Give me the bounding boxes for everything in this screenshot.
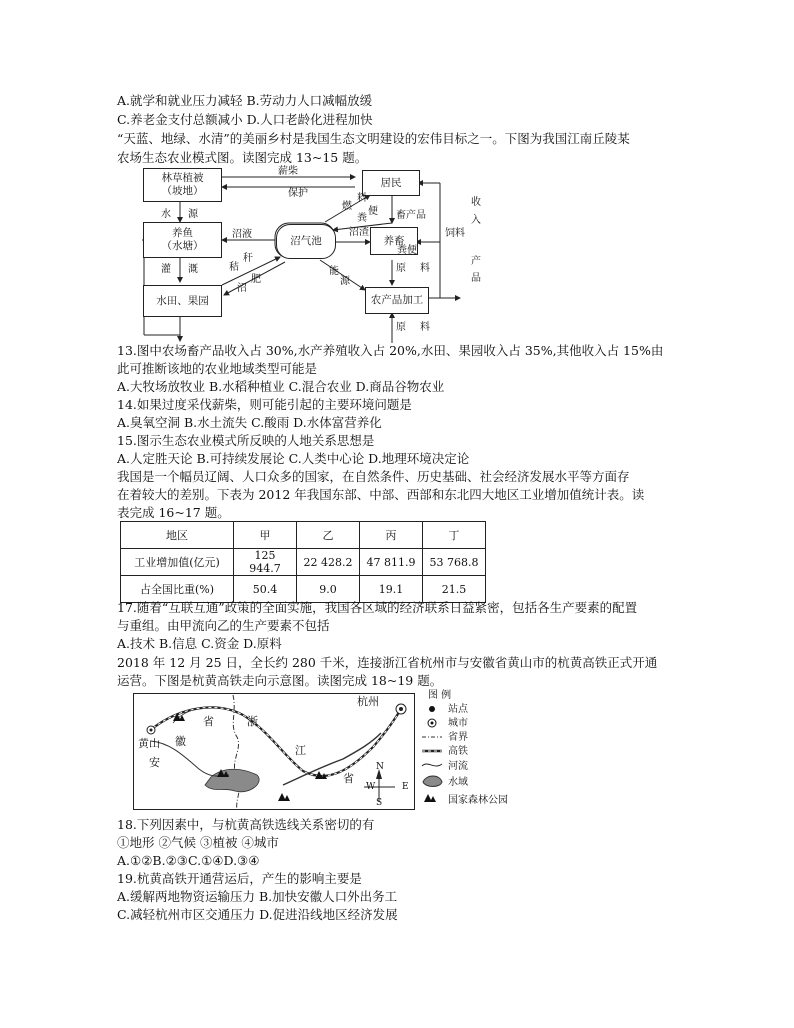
map-label-zhe: 浙 bbox=[247, 715, 258, 728]
industry-value-table bbox=[120, 521, 486, 603]
table-cell: 19.1 bbox=[360, 576, 423, 603]
legend-station: 站点 bbox=[448, 704, 468, 715]
label-livestock-products: 畜产品 bbox=[396, 210, 426, 221]
compass-s: S bbox=[376, 798, 383, 808]
box-resident: 居民 bbox=[362, 170, 420, 196]
label-irrigation-b: 溉 bbox=[188, 264, 198, 275]
option-line-12ab: A.就学和就业压力减轻 B.劳动力人口减幅放缓 bbox=[117, 93, 373, 108]
question-15: 15.图示生态农业模式所反映的人地关系思想是 bbox=[117, 433, 375, 448]
legend-forest-park: 国家森林公园 bbox=[448, 795, 508, 806]
label-raw2-b: 料 bbox=[420, 322, 430, 333]
label-energy-a: 能 bbox=[329, 266, 339, 277]
label-firewood: 薪柴 bbox=[278, 166, 298, 177]
label-manure-b: 便 bbox=[368, 206, 378, 217]
table-header-cell: 乙 bbox=[297, 522, 360, 549]
label-raw2-a: 原 bbox=[396, 322, 406, 333]
legend-water: 水域 bbox=[448, 777, 468, 788]
label-energy-b: 源 bbox=[340, 276, 350, 287]
box-biogas: 沼气池 bbox=[276, 224, 336, 259]
question-18-items: ①地形 ②气候 ③植被 ④城市 bbox=[117, 835, 279, 850]
question-13-cont: 此可推断该地的农业地域类型可能是 bbox=[117, 361, 318, 376]
label-water-b: 源 bbox=[188, 209, 198, 220]
table-cell: 53 768.8 bbox=[423, 549, 486, 576]
table-header-cell: 甲 bbox=[234, 522, 297, 549]
question-14: 14.如果过度采伐薪柴，则可能引起的主要环境问题是 bbox=[117, 397, 412, 412]
label-straw-a: 秸 bbox=[229, 262, 239, 273]
table-cell: 47 811.9 bbox=[360, 549, 423, 576]
label-raw-a: 原 bbox=[396, 263, 406, 274]
label-fuel-b: 料 bbox=[357, 193, 367, 204]
map-label-sheng1: 省 bbox=[203, 715, 214, 728]
table-row bbox=[121, 576, 486, 603]
intro-13-15: “天蓝、地绿、水清”的美丽乡村是我国生态文明建设的宏伟目标之一。下图为我国江南丘陵某 bbox=[117, 131, 630, 146]
table-header-row bbox=[121, 522, 486, 549]
label-income-a: 收 bbox=[471, 197, 481, 208]
label-fuel-a: 燃 bbox=[342, 201, 352, 212]
map-label-hui: 徽 bbox=[175, 735, 186, 748]
table-cell: 50.4 bbox=[234, 576, 297, 603]
label-straw-b: 秆 bbox=[243, 253, 253, 264]
question-17-cont: 与重组。由甲流向乙的生产要素不包括 bbox=[117, 618, 330, 633]
question-15-options: A.人定胜天论 B.可持续发展论 C.人类中心论 D.地理环境决定论 bbox=[117, 451, 470, 466]
box-livestock: 养畜 bbox=[370, 227, 418, 255]
legend-river: 河流 bbox=[448, 761, 468, 772]
label-income-b: 入 bbox=[471, 215, 481, 226]
table-cell: 22 428.2 bbox=[297, 549, 360, 576]
water-icon bbox=[423, 776, 442, 787]
box-processing: 农产品加工 bbox=[365, 287, 429, 314]
intro-16-17: 我国是一个幅员辽阔、人口众多的国家，在自然条件、历史基础、社会经济发展水平等方面存 bbox=[117, 469, 630, 484]
box-grass: 林草植被 （坡地） bbox=[143, 168, 222, 202]
label-water-a: 水 bbox=[161, 209, 171, 220]
table-cell: 工业增加值(亿元) bbox=[121, 549, 234, 576]
table-cell: 9.0 bbox=[297, 576, 360, 603]
label-manure-a: 粪 bbox=[357, 213, 367, 224]
question-17: 17.随着“互联互通”政策的全面实施，我国各区域的经济联系日益紧密，包括各生产要素的配置 bbox=[117, 600, 638, 615]
label-biogas-liquid: 沼液 bbox=[232, 229, 252, 240]
map-label-an: 安 bbox=[149, 756, 160, 769]
table-cell: 21.5 bbox=[423, 576, 486, 603]
label-biogas-fert-b: 肥 bbox=[251, 274, 261, 285]
river-icon bbox=[422, 764, 442, 766]
intro-16-17-end: 表完成 16~17 题。 bbox=[117, 505, 230, 520]
question-19-options-cd: C.减轻杭州市区交通压力 D.促进沿线地区经济发展 bbox=[117, 907, 398, 922]
label-protect: 保护 bbox=[288, 188, 308, 199]
table-row bbox=[121, 549, 486, 576]
question-13: 13.图中农场畜产品收入占 30%,水产养殖收入占 20%,水田、果园收入占 35%,其他收入占 15%由 bbox=[117, 343, 664, 358]
label-product-a: 产 bbox=[471, 256, 481, 267]
map-label-jiang: 江 bbox=[295, 744, 306, 757]
intro-16-17-cont: 在着较大的差别。下表为 2012 年我国东部、中部、西部和东北四大地区工业增加值统计表。读 bbox=[117, 487, 645, 502]
compass-e: E bbox=[402, 782, 409, 792]
question-19-options-ab: A.缓解两地物资运输压力 B.加快安徽人口外出务工 bbox=[117, 889, 398, 904]
label-manure2: 粪便 bbox=[397, 245, 417, 256]
compass-n: N bbox=[376, 762, 384, 772]
map-label-sheng2: 省 bbox=[343, 772, 354, 785]
table-header-cell: 丁 bbox=[423, 522, 486, 549]
forest-park-icon bbox=[424, 794, 436, 802]
table-header-cell: 丙 bbox=[360, 522, 423, 549]
label-feed: 饲料 bbox=[445, 228, 465, 239]
map-label-hangzhou: 杭州 bbox=[357, 695, 379, 708]
compass-w: W bbox=[366, 782, 376, 792]
legend-border: 省界 bbox=[448, 732, 468, 743]
label-irrigation-a: 灌 bbox=[161, 264, 171, 275]
legend-symbols bbox=[420, 704, 448, 812]
box-field: 水田、果园 bbox=[143, 285, 222, 317]
label-raw-b: 料 bbox=[420, 263, 430, 274]
question-18: 18.下列因素中，与杭黄高铁选线关系密切的有 bbox=[117, 817, 375, 832]
question-19: 19.杭黄高铁开通营运后，产生的影响主要是 bbox=[117, 871, 362, 886]
intro-13-15-cont: 农场生态农业模式图。读图完成 13~15 题。 bbox=[117, 150, 368, 165]
option-line-12cd: C.养老金支付总额减小 D.人口老龄化进程加快 bbox=[117, 112, 373, 127]
label-biogas-fert-a: 沼 bbox=[237, 283, 247, 294]
intro-18-19-cont: 运营。下图是杭黄高铁走向示意图。读图完成 18~19 题。 bbox=[117, 673, 443, 688]
label-product-b: 品 bbox=[471, 273, 481, 284]
legend-city: 城市 bbox=[448, 718, 468, 729]
legend-title: 图 例 bbox=[428, 690, 452, 701]
table-cell: 125 944.7 bbox=[234, 549, 297, 576]
label-biogas-residue: 沼渣 bbox=[349, 227, 369, 238]
intro-18-19: 2018 年 12 月 25 日，全长约 280 千米，连接浙江省杭州市与安徽省黄山市的杭黄高铁正式开通 bbox=[117, 655, 658, 670]
table-cell: 占全国比重(%) bbox=[121, 576, 234, 603]
question-18-options: A.①②B.②③C.①④D.③④ bbox=[117, 853, 260, 868]
station-icon bbox=[429, 706, 435, 712]
box-fish: 养鱼 （水塘） bbox=[143, 222, 222, 258]
question-14-options: A.臭氧空洞 B.水土流失 C.酸雨 D.水体富营养化 bbox=[117, 415, 382, 430]
legend-railway: 高铁 bbox=[448, 746, 468, 757]
question-17-options: A.技术 B.信息 C.资金 D.原料 bbox=[117, 636, 282, 651]
map-label-huangshan: 黄山 bbox=[138, 737, 160, 750]
question-13-options: A.大牧场放牧业 B.水稻种植业 C.混合农业 D.商品谷物农业 bbox=[117, 379, 445, 394]
table-header-cell: 地区 bbox=[121, 522, 234, 549]
